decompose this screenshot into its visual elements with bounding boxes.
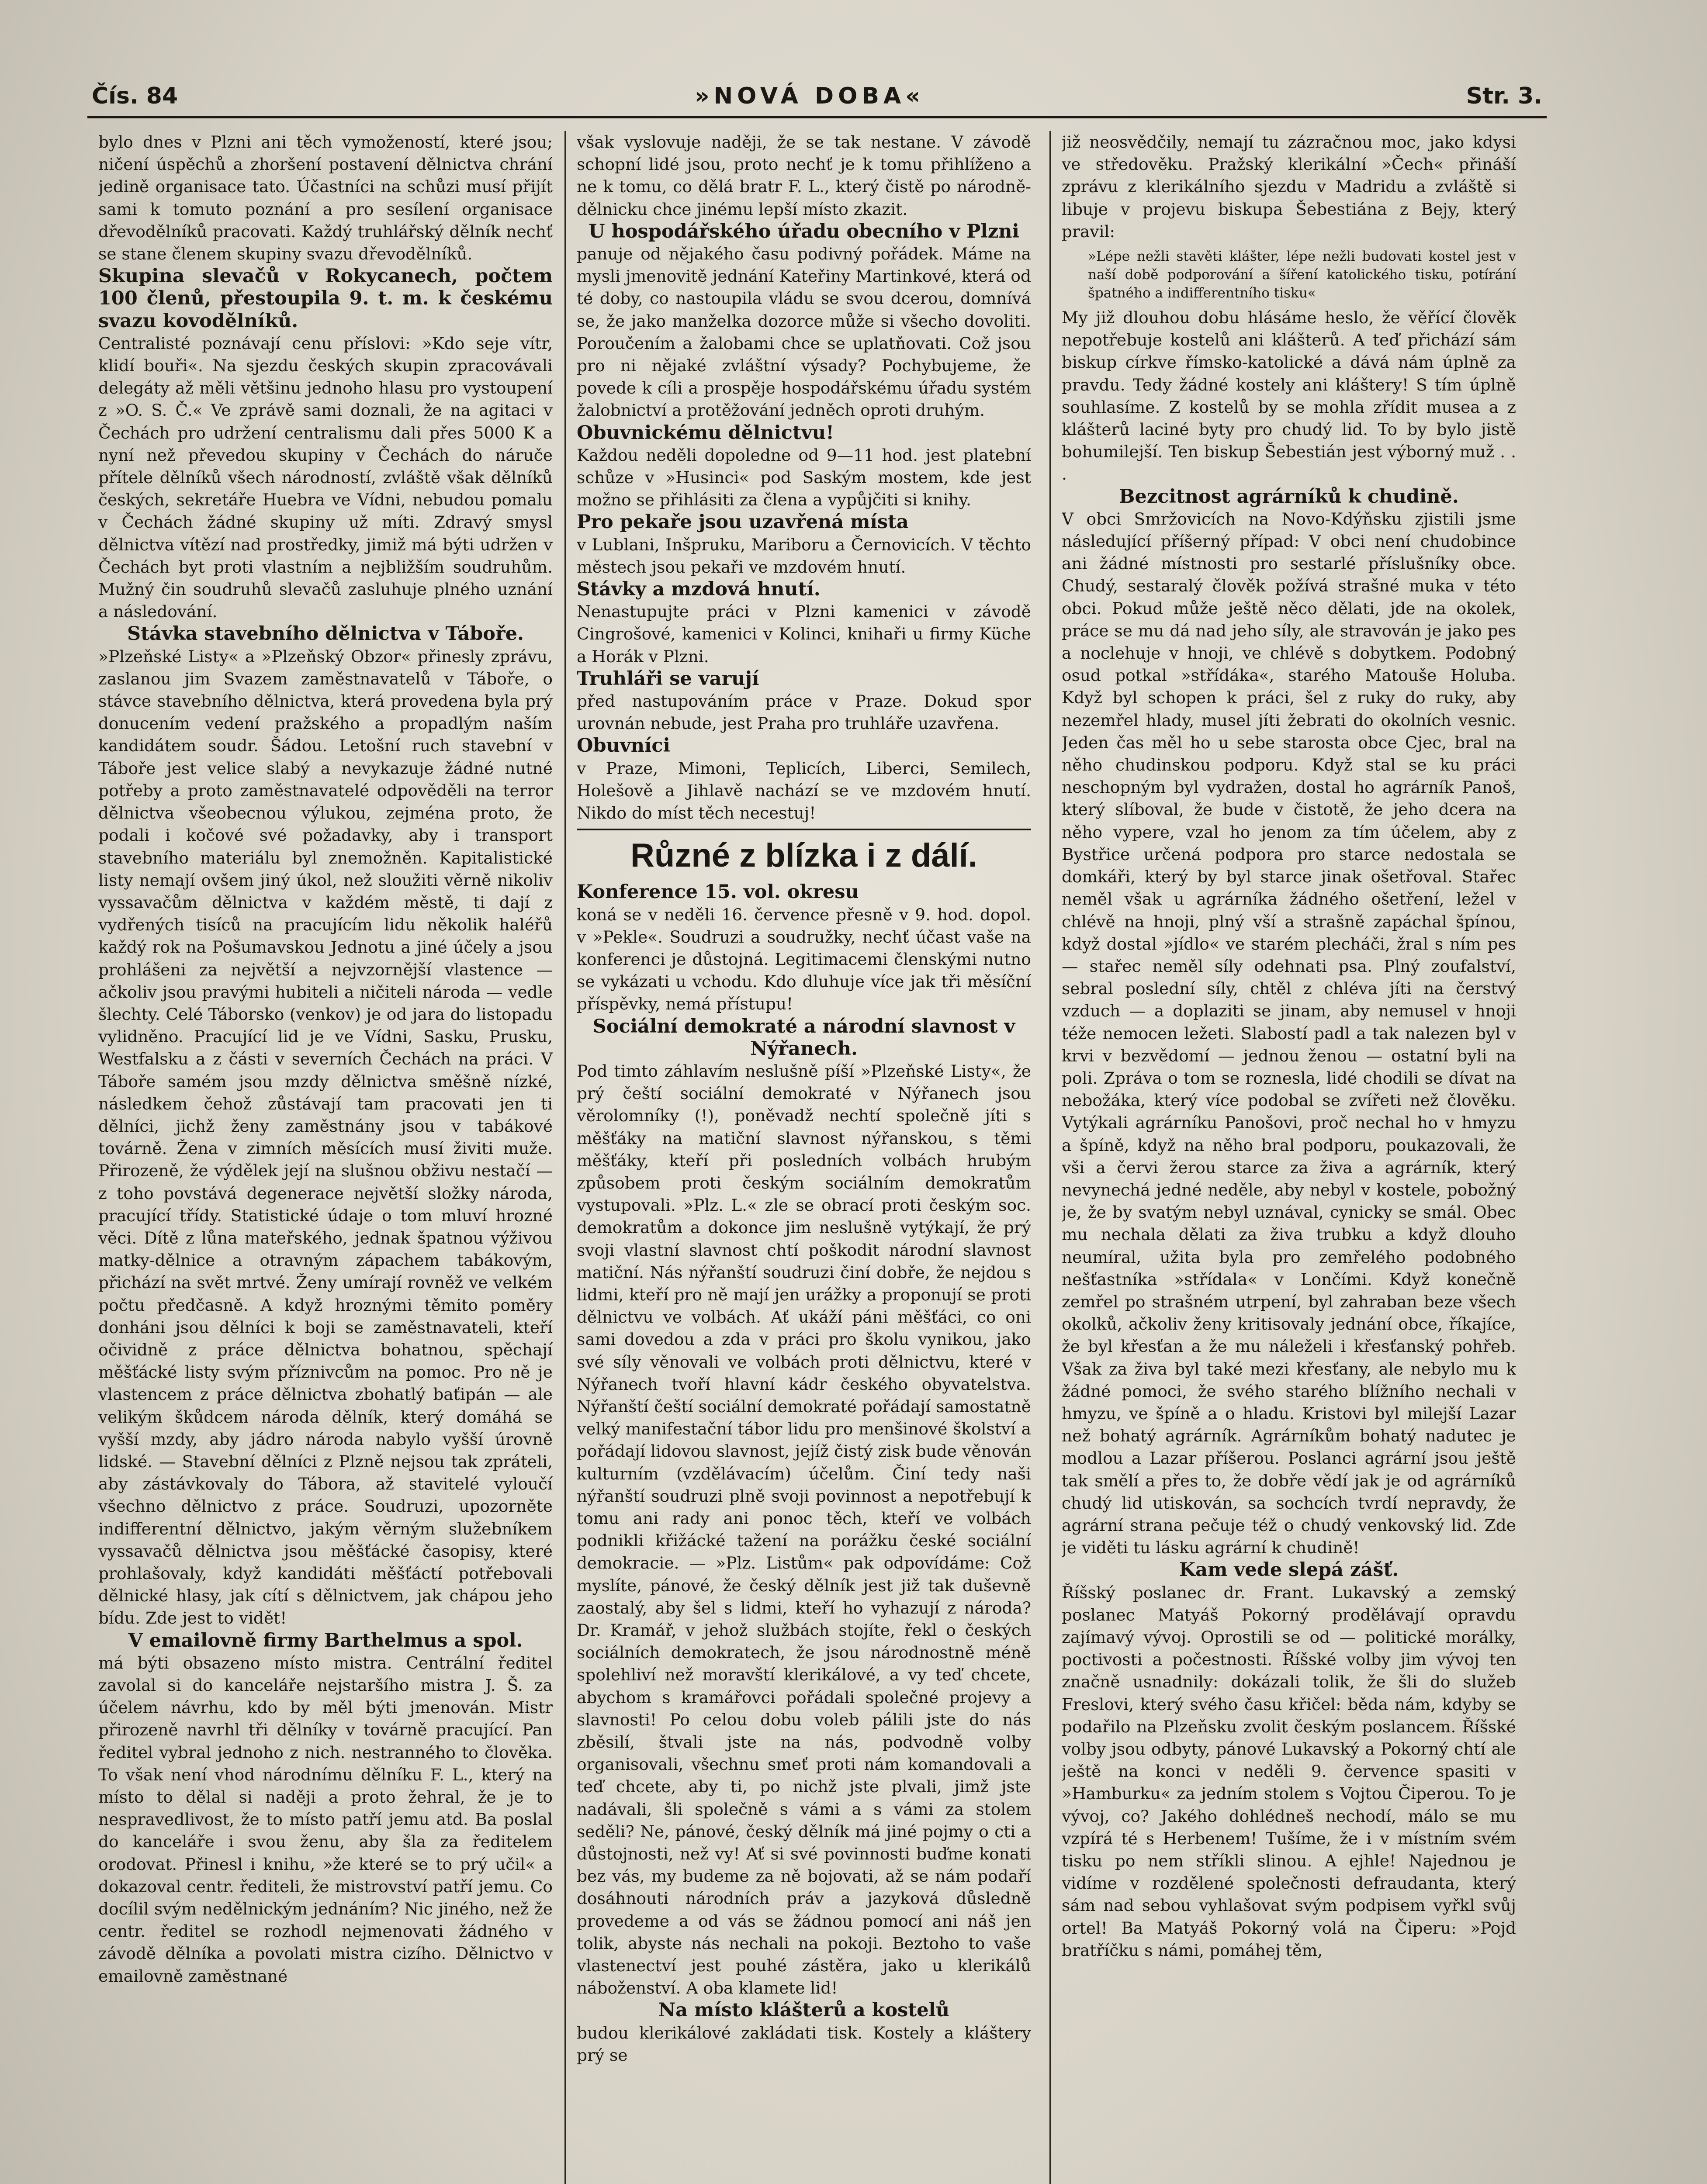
article-heading: U hospodářského úřadu obecního v Plzni [589, 220, 1019, 242]
paragraph: V obci Smržovicích na Novo-Kdýňsku zjistili jsme následující příšerný případ: V obci není chudobince ani žádné místnosti pro sestarlé příslušníky obce. Chudý, sestaralý člověk požívá strašné muka v této obci. Pokud může ještě něco dělati, jde na okolek, práce se mu dá nad jeho síly, ale stravován je jako pes a noclehuje v hnoji, ve chlévě s dobytkem. Podobný osud potkal »střídáka«, starého Matouše Holuba. Když byl schopen k práci, šel z ruky do ruky, aby nezemřel hlady, musel jíti žebrati do okolních vesnic. Jeden čas měl ho u sebe starosta obce Cjec, bral na něho chudinskou podporu. Když stal se ku práci neschopným byl vydražen, dostal ho agrárník Panoš, který slíboval, že bude v čistotě, že jeho dcera na něho vypere, vzal ho jenom za tím účelem, aby z Bystřice určená podpora pro starce nedostala se domkáři, který by byl starce jinak ošetřoval. Stařec neměl však u agrárníka žádného ošetření, ležel v chlévě na hnoji, plný vší a strašně zapáchal špínou, když dostal »jídlo« ve starém plecháči, žral s ním pes — stařec neměl síly odehnati psa. Plný zoufalství, sebral poslední síly, chtěl z chléva jíti na čerstvý vzduch — a doplaziti se jinam, aby nemusel v hnoji téže nemocen ležeti. Slabostí padl a tak nalezen byl v krvi v bezvědomí — jednou ženou — ostatní byli na poli. Zpráva o tom se roznesla, lidé chodili se dívat na nebožáka, který více podobal se zvířeti než člověku. Vytýkali agrárníku Panošovi, proč nechal ho v hmyzu a špíně, když na něho bral podporu, poukazovali, že vši a červi žerou starce za živa a agrárník, který nevynechá jedné neděle, aby nebyl v kostele, pobožný je, že by svatým nebyl uznával, cynicky se smál. Obec mu nechala dělati za živa trubku a když dlouho neumíral, užita byla pro zemřelého podobného nešťastníka »střídala« v Lončími. Když konečně zemřel po strašném utrpení, byl zahraban beze všech okolků, ačkoliv ženy kritisovaly jednání obce, říkajíce, že byl křesťan a že mu náleželi i křesťanský pohřeb. Však za živa byl také mezi křesťany, ale nebylo mu k žádné pomoci, že svého starého blížního nechali v hmyzu, ve špíně a o hladu. Kristovi byl milejší Lazar než bohatý agrárník. Agrárníkům bohatý nadutec je modlou a Lazar příšerou. Poslanci agrární jsou ještě tak smělí a přes to, že dobře vědí jak je od agrárníků chudý lid utiskován, sa sochcích tvrdí nepravdy, že agrární strana pečuje též o chudý venkovský lid. Zde je viděti tu lásku agrární k chudině! [1062, 509, 1516, 1558]
paragraph: Nenastupujte práci v Plzni kamenici v závodě Cingrošové, kamenici v Kolinci, knihaři u firmy Küche a Horák v Plzni. [577, 602, 1031, 666]
article-heading: Truhláři se varují [577, 667, 759, 690]
column-divider [1049, 131, 1051, 2184]
article-heading: Kam vede slepá zášť. [1179, 1559, 1399, 1581]
column-1 [98, 131, 553, 2184]
paragraph: Pod timto záhlavím neslušně píší »Plzeňské Listy«, že prý čeští sociální demokraté v Nýřanech jsou věrolomníky (!), poněvadž nechtí společně jíti s měšťáky na matiční slavnost nýřanskou, s těmi měšťáky, kteří při posledních volbách hrubým způsobem proti českým sociálním demokratům vystupovali. »Plz. L.« zle se obrací proti českým soc. demokratům a dokonce jim neslušně vytýkají, že prý svoji vlastní slavnost chtí poškodit národní slavnost matiční. Nás nýřanští soudruzi činí dobře, že nejdou s lidmi, kteří pro ně mají jen urážky a proponují se proti dělnictvu ve volbách. Ať ukáží páni měšťáci, co oni sami dovedou a zda v práci pro školu vynikou, jako své síly věnovali ve volbách proti dělnictvu, které v Nýřanech tvoří hlavní kádr českého obyvatelstva. Nýřanští čeští sociální demokraté pořádají samostatně velký manifestační tábor lidu pro menšinové školství a pořádají lidovou slavnost, jejíž čistý zisk bude věnován kulturním (vzdělávacím) účelům. Činí tedy naši nýřanští soudruzi plně svoji povinnost a nepotřebují k tomu ani rady ani ponoc těch, kteří ve volbách podnikli křižácké tažení na porážku české sociální demokracie. — »Plz. Listům« pak odpovídáme: Což myslíte, pánové, že český dělník jest již tak duševně zaostalý, aby šel s lidmi, kteří ho vyhazují z národa? Dr. Kramář, v jehož službách stojíte, řekl o českých sociálních demokratech, že jsou národnostně méně spolehliví než moravští klerikálové, a vy teď chcete, abychom s kramářovci pořádali společné projevy a slavnosti! Po celou dobu voleb pálili jste do nás zběsilí, štvali jste na nás, podvodně volby organisovali, všechnu smeť proti nám komandovali a teď chcete, aby ti, po nichž jste plvali, jimž jste nadávali, šli společně s vámi a s vámi za stolem seděli? Ne, pánové, český dělník má jiné pojmy o cti a důstojnosti, než vy! Ať si své povinnosti buďme konati bez vás, my budeme za ně bojovati, až se nám podaří dosáhnouti národních práv a jazyková důsledně provedeme a od vás se žádnou pomocí ani náš jen tolik, abyste nás nechali na pokoji. Beztoho to vaše vlastenectví jest pouhé zástěra, jako u klerikálů náboženství. A oba klamete lid! [577, 1061, 1031, 1998]
article-heading: Bezcitnost agrárníků k chudině. [1119, 485, 1459, 508]
paragraph: však vyslovuje naději, že se tak nestane. V závodě schopní lidé jsou, proto nechť je k tomu přihlíženo a ne k tomu, co dělá bratr F. L., který čistě po národně-dělnicku chce jinému lepší místo zkazit. [577, 132, 1031, 219]
page-header [92, 83, 1542, 114]
column-divider [564, 131, 566, 2184]
article-heading: Obuvnickému dělnictvu! [577, 422, 834, 444]
paragraph: bylo dnes v Plzni ani těch vymožeností, které jsou; ničení úspěchů a zhoršení postavení dělnictva chrání jedině organisace tato. Účastníci na schůzi musí přijít sami k tomuto poznání a pro sesílení organisace dřevodělníků pracovati. Každý truhlářský dělník nechť se stane členem skupiny svazu dřevodělníků. [98, 132, 553, 264]
paragraph: v Lublani, Inšpruku, Mariboru a Černovicích. V těchto městech jsou pekaři ve mzdovém hnutí. [577, 535, 1031, 577]
article-heading: Pro pekaře jsou uzavřená místa [577, 511, 909, 533]
paragraph: v Praze, Mimoni, Teplicích, Liberci, Semilech, Holešově a Jihlavě nachází se ve mzdovém hnutí. Nikdo do míst těch necestuj! [577, 758, 1031, 823]
paragraph: Centralisté poznávají cenu příslovi: »Kdo seje vítr, klidí bouři«. Na sjezdu českých skupin zpracovávali delegáty až měli většinu jednoho hlasu pro vystoupení z »O. S. Č.« Ve zprávě sami doznali, že na agitaci v Čechách pro udržení centralismu dali přes 5000 K a nyní než převedou skupiny v Čechách do náruče přítele dělníků všech národností, zvláště však dělníků českých, sekretáře Huebra ve Vídni, nebudou pomalu v Čechách žádné skupiny už míti. Zdravý smysl dělnictva vítězí nad prostředky, jimiž má býti udržen v Čechách byt proti vlastním a nejbližším soudruhům. Mužný čin soudruhů slevačů zasluhuje plného uznání a následování. [98, 333, 553, 622]
header-rule [87, 116, 1547, 118]
article-heading: Na místo klášterů a kostelů [658, 1999, 950, 2022]
article-heading: V emailovně firmy Barthelmus a spol. [128, 1629, 523, 1652]
quotation: »Lépe nežli stavěti klášter, lépe nežli budovati kostel jest v naší době podporování a šíření katolického tisku, potírání špatného a indifferentního tisku« [1088, 249, 1516, 301]
paragraph: My již dlouhou dobu hlásáme heslo, že věřící člověk nepotřebuje kostelů ani klášterů. A teď přichází sám biskup církve římsko-katolické a dává nám úplně za pravdu. Tedy žádné kostely ani kláštery! S tím úplně souhlasíme. Z kostelů by se mohla zřídit musea a z klášterů laciné byty pro chudý lid. To by bylo jistě bohumilejší. Ten biskup Šebestián jest výborný muž . . . [1062, 308, 1516, 484]
article-heading: Obuvníci [577, 735, 670, 757]
section-title: Různé z blízka i z dálí. [630, 837, 977, 874]
column-2 [577, 131, 1031, 2184]
paragraph: již neosvědčily, nemají tu zázračnou moc, jako kdysi ve středověku. Pražský klerikální »Čech« přináší zprávu z klerikálního sjezdu v Madridu a zvláště si libuje v projevu biskupa Šebestiána z Bejy, který pravil: [1062, 132, 1516, 241]
article-heading: Konference 15. vol. okresu [577, 881, 859, 903]
article-heading: Skupina slevačů v Rokycanech, počtem 100 členů, přestoupila 9. t. m. k českému svazu kovodělníků. [98, 265, 553, 332]
paragraph: před nastupováním práce v Praze. Dokud spor urovnán nebude, jest Praha pro truhláře uzavřena. [577, 691, 1031, 733]
paragraph: budou klerikálové zakládati tisk. Kostely a kláštery prý se [577, 2023, 1031, 2065]
paragraph: Říšský poslanec dr. Frant. Lukavský a zemský poslanec Matyáš Pokorný prodělávají opravdu zajímavý vývoj. Oprostili se od — politické morálky, poctivosti a počestnosti. Říšské volby jim vývoj ten značně usnadnily: dokázali tolik, že šli do služeb Freslovi, který svého času křičel: běda nám, kdyby se podařilo na Plzeňsku zvolit českým poslancem. Říšské volby jsou odbyty, pánové Lukavský a Pokorný chtí ale ještě na konci v neděli 9. července spasiti v »Hamburku« za jedním stolem s Vojtou Čiperou. To je vývoj, co? Jakého dohlédneš nechodí, málo se mu vzpírá té s Herbenem! Tušíme, že i v místním svém tisku po nem stříkli slinou. A ejhle! Najednou je vidíme v rozdělené společnosti defraudanta, který sám nad sebou vyhlašovat svým podpisem vyřkl svůj ortel! Ba Matyáš Pokorný volá na Čiperu: »Pojď bratříčku s námi, pomáhej těm, [1062, 1583, 1516, 1960]
newspaper-title: »NOVÁ DOBA« [695, 83, 924, 109]
paragraph: koná se v neděli 16. července přesně v 9. hod. dopol. v »Pekle«. Soudruzi a soudružky, nechť účast vaše na konferenci je důstojná. Legitimacemi členskými nutno se vykázati u vchodu. Kdo dluhuje více jak tři měsíční příspěvky, nemá přístupu! [577, 905, 1031, 1014]
issue-number: Čís. 84 [92, 83, 178, 109]
paragraph: panuje od nějakého času podivný pořádek. Máme na mysli jmenovitě jednání Kateřiny Martinkové, která od té doby, co nastoupila vládu se svou dcerou, domnívá se, že jako manželka dozorce může si všecho dovoliti. Poroučením a žalobami chce se uplatňovati. Což jsou pro ni nějaké zvláštní výsady? Pochybujeme, že povede k cíli a prospěje hospodářskému úřadu systém žalobnictví a protěžování jedněch oproti druhým. [577, 244, 1031, 420]
article-heading: Sociální demokraté a národní slavnost v Nýřanech. [592, 1015, 1015, 1060]
article-heading: Stávky a mzdová hnutí. [577, 578, 821, 601]
page-number: Str. 3. [1466, 83, 1542, 109]
paragraph: Každou neděli dopoledne od 9—11 hod. jest platební schůze v »Husinci« pod Saským mostem, kde jest možno se přihlásiti za člena a vypůjčiti si knihy. [577, 445, 1031, 510]
section-rule [577, 829, 1031, 830]
article-heading: Stávka stavebního dělnictva v Táboře. [127, 623, 524, 645]
paragraph: »Plzeňské Listy« a »Plzeňský Obzor« přinesly zprávu, zaslanou jim Svazem zaměstnavatelů v Táboře, o stávce stavebního dělnictva, která provedena byla prý donucením vedení pražského a propadlým naším kandidátem soudr. Šádou. Letošní ruch stavební v Táboře jest velice slabý a nevykazuje žádné nutné potřeby a proto zaměstnavatelé odpověděli na terror dělnictva všeobecnou výlukou, zejména proto, že podali i kočové své požadavky, aby i transport stavebního materiálu byl znemožněn. Kapitalistické listy nemají ovšem jiný úkol, než sloužiti věrně nikoliv vyssavačům dělnictva v každém městě, ti dají z vydřených tisíců na pracujícím lidu několik haléřů každý rok na Pošumavskou Jednotu a jiné účely a jsou prohlášeni za největší a nejvzornější vlastence — ačkoliv jsou pravými hubiteli a ničiteli národa — vedle šlechty. Celé Táborsko (venkov) je od jara do listopadu vylidněno. Pracující lid je ve Vídni, Sasku, Prusku, Westfalsku a z části v severních Čechách na práci. V Táboře samém jsou mzdy dělnictva směšně nízké, následkem čehož zůstávají tam pracovati jen ti dělníci, jichž ženy zaměstnány jsou v tabákové továrně. Žena v zimních měsících musí živiti muže. Přirozeně, že výdělek její na slušnou obživu nestačí — z toho povstává degenerace největší složky národa, pracující třídy. Statistické údaje o tom mluví hrozné věci. Dítě z lůna mateřského, jednak špatnou výživou matky-dělnice a otravným zápachem tabákovým, přichází na svět mrtvé. Ženy umírají rovněž ve velkém počtu předčasně. A když hroznými těmito poměry donháni jsou dělníci k boji se zaměstnavateli, kteří očividně z práce dělnictva bohatnou, spěchají měšťácké listy svým příznivcům na pomoc. Pro ně je vlastencem z práce dělnictva zbohatlý baťipán — ale velikým škůdcem národa dělník, který domáhá se vyšší mzdy, aby jádro národa nabylo vyšší úrovně lidské. — Stavební dělníci z Plzně nejsou tak zpráteli, aby zástávkovaly do Tábora, až stavitelé vyloučí všechno dělnictvo z práce. Soudruzi, upozorněte indifferentní dělnictvo, jakým věrným služebníkem vyssavačů dělnictva jsou měšťácké časopisy, které prohlašovaly, když kandidáti měšťáctí potřebovali dělnické hlasy, jak cítí s dělnictvem, jak chápou jeho bídu. Zde jest to vidět! [98, 646, 553, 1628]
paragraph: má býti obsazeno místo mistra. Centrální ředitel zavolal si do kanceláře nejstaršího mistra J. Š. za účelem návrhu, kdo by měl býti jmenován. Mistr přirozeně navrhl tři dělníky v továrně pracující. Pan ředitel vybral jednoho z nich. nestranného to člověka. To však není vhod národnímu dělníku F. L., který na místo to dělal si naději a proto žehral, že je to nespravedlivost, že to místo patří jemu atd. Ba poslal do kanceláře i svou ženu, aby šla za ředitelem orodovat. Přinesl i knihu, »že které se to prý učil« a dokazoval centr. řediteli, že mistrovství patří jemu. Co docílil svým nedělnickým jednáním? Nic jiného, než že centr. ředitel se rozhodl nejmenovati žádného v závodě dělníka a povolati mistra cizího. Dělnictvo v emailovně zaměstnané [98, 1653, 553, 1986]
column-3 [1062, 131, 1516, 2184]
